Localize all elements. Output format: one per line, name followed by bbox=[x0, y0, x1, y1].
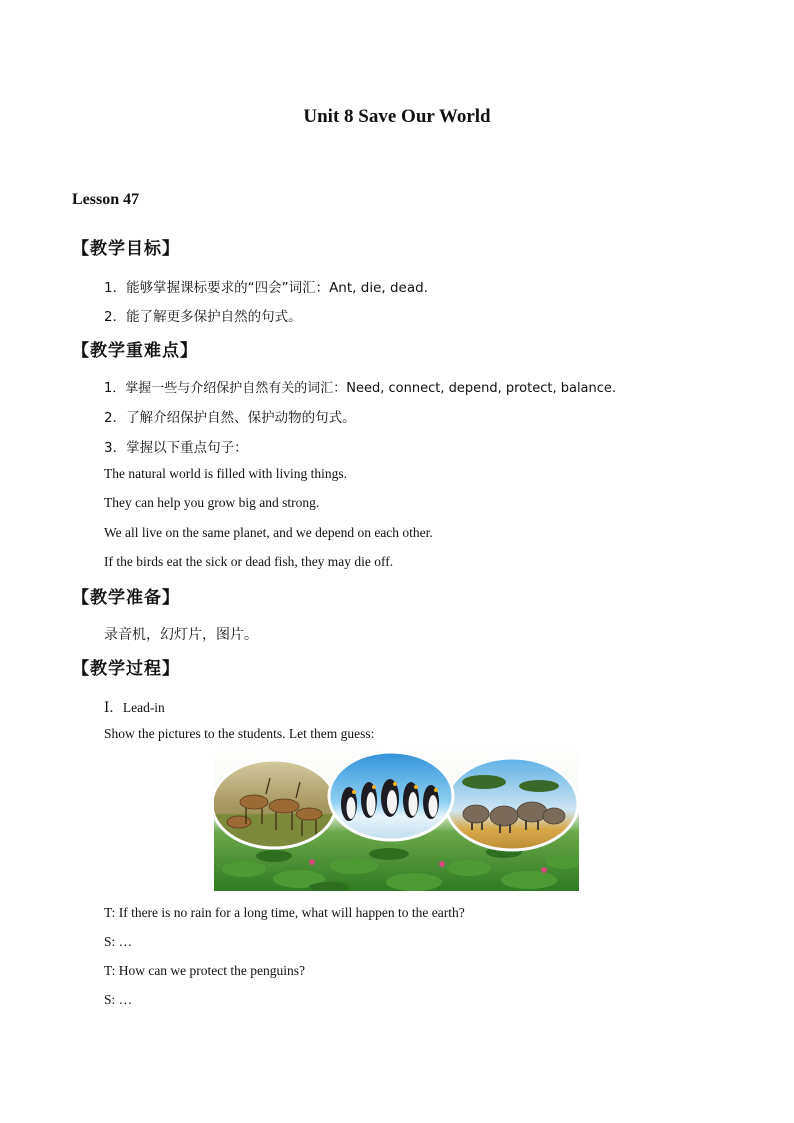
instruction-text: Show the pictures to the students. Let them guess: bbox=[104, 726, 375, 741]
preparation-text: 录音机，幻灯片，图片。 bbox=[104, 627, 258, 643]
nature-collage-image bbox=[214, 744, 579, 891]
section-heading-objectives: 【教学目标】 bbox=[72, 239, 180, 259]
document-title: Unit 8 Save Our World bbox=[303, 106, 491, 127]
key-sentence: We all live on the same planet, and we depend on each other. bbox=[104, 525, 433, 540]
section-heading-process: 【教学过程】 bbox=[72, 659, 180, 679]
dialogue-line: T: If there is no rain for a long time, what will happen to the earth? bbox=[104, 905, 465, 920]
key-point-item: 3．掌握以下重点句子： bbox=[104, 440, 248, 456]
key-point-item: 2．了解介绍保护自然、保护动物的句式。 bbox=[104, 410, 356, 426]
dialogue-line: S: … bbox=[104, 992, 133, 1007]
objective-item: 1．能够掌握课标要求的“四会”词汇：Ant, die, dead. bbox=[104, 280, 428, 296]
objective-item: 2．能了解更多保护自然的句式。 bbox=[104, 309, 302, 325]
key-sentence: If the birds eat the sick or dead fish, they may die off. bbox=[104, 554, 394, 569]
section-heading-key-points: 【教学重难点】 bbox=[72, 341, 198, 361]
section-heading-preparation: 【教学准备】 bbox=[72, 588, 180, 608]
key-sentence: They can help you grow big and strong. bbox=[104, 495, 320, 510]
lesson-heading: Lesson 47 bbox=[72, 191, 140, 208]
key-point-item: 1．掌握一些与介绍保护自然有关的词汇：Need, connect, depend, protect, balance. bbox=[104, 381, 617, 396]
dialogue-line: S: … bbox=[104, 934, 133, 949]
dialogue-line: T: How can we protect the penguins? bbox=[104, 963, 306, 978]
key-sentence: The natural world is filled with living things. bbox=[104, 466, 347, 481]
step-heading: Ⅰ．Lead-in bbox=[104, 700, 165, 715]
